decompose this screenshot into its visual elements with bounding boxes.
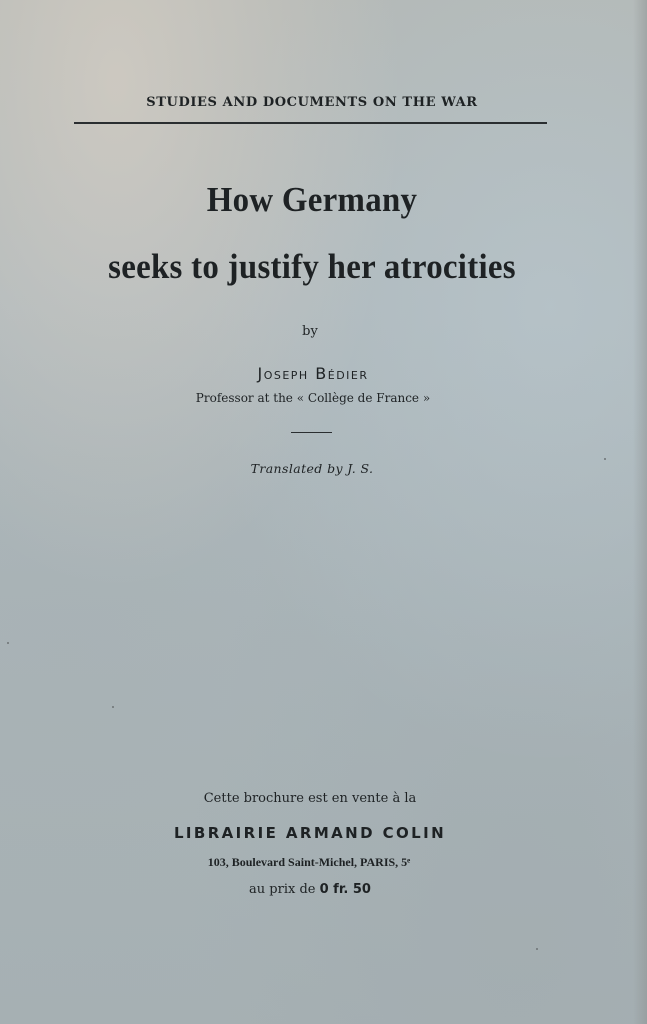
- page-edge-shadow: [633, 0, 647, 1024]
- paper-fleck: [536, 948, 538, 950]
- paper-fleck: [604, 458, 606, 460]
- price-line: [0, 882, 620, 897]
- publisher-name: LIBRAIRIE ARMAND COLIN: [173, 824, 447, 842]
- publisher-address: 103, Boulevard Saint-Michel, PARIS, 5ᵉ: [207, 855, 411, 869]
- top-rule: [74, 122, 547, 124]
- paper-fleck: [112, 706, 114, 708]
- price-prefix: au prix de: [249, 882, 316, 897]
- translation-credit: Translated by J. S.: [250, 461, 374, 476]
- title-line-2: seeks to justify her atrocities: [108, 247, 516, 286]
- author-name: Joseph Bédier: [257, 364, 369, 383]
- sale-note: Cette brochure est en vente à la: [203, 791, 417, 806]
- short-divider: [291, 432, 332, 433]
- price-value: 0 fr. 50: [319, 882, 371, 897]
- author-affiliation: Professor at the « Collège de France »: [195, 391, 431, 405]
- series-heading: STUDIES AND DOCUMENTS ON THE WAR: [146, 95, 478, 110]
- title-line-1: How Germany: [206, 180, 418, 219]
- paper-fleck: [7, 642, 9, 644]
- byline-by: by: [302, 324, 318, 339]
